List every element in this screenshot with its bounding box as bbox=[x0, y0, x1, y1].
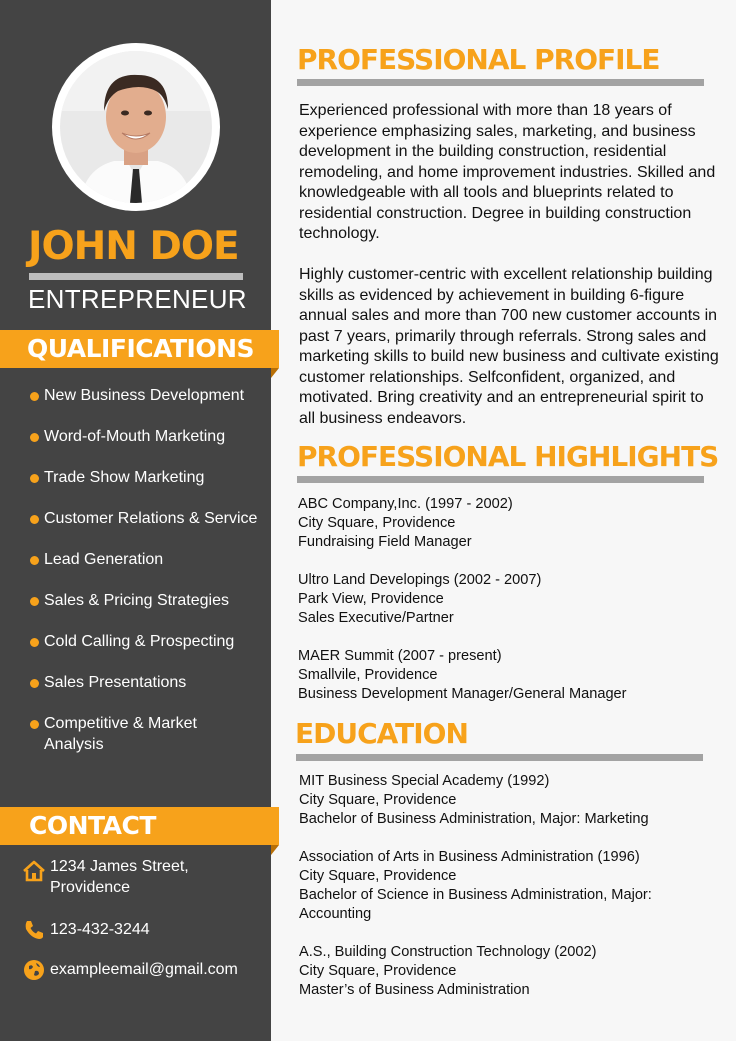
phone-text: 123-432-3244 bbox=[50, 921, 150, 938]
bullet-dot bbox=[30, 679, 39, 688]
highlight-entry bbox=[298, 571, 718, 628]
highlight-location: City Square, Providence bbox=[298, 515, 456, 531]
bullet-dot bbox=[30, 433, 39, 442]
education-degree: Bachelor of Science in Business Administration, Major: Accounting bbox=[299, 887, 652, 922]
sidebar bbox=[0, 0, 271, 1041]
education-school: Association of Arts in Business Administration (1996) bbox=[299, 849, 640, 865]
profile-paragraph: Experienced professional with more than 18 years of experience emphasizing sales, marketing, and business development in the building construction, residential remodeling, and home improvement industries. Skilled and knowledgeable with all tools and blueprints related to residential construction. Degree in building construction technology. bbox=[299, 102, 716, 242]
bullet-dot bbox=[30, 474, 39, 483]
contact-email bbox=[22, 958, 262, 982]
education-degree: Master’s of Business Administration bbox=[299, 982, 530, 998]
address-line-1: 1234 James Street, bbox=[50, 858, 189, 875]
qualification-text: Word-of-Mouth Marketing bbox=[44, 428, 226, 445]
qualification-text: Trade Show Marketing bbox=[44, 469, 205, 486]
address-text bbox=[50, 857, 189, 898]
qualification-item bbox=[30, 509, 260, 530]
qualification-item bbox=[30, 714, 260, 755]
bullet-dot bbox=[30, 392, 39, 401]
name-divider bbox=[29, 273, 243, 280]
qualification-item bbox=[30, 673, 260, 694]
profile-rule bbox=[297, 79, 704, 86]
qualification-text: Sales Presentations bbox=[44, 674, 187, 691]
highlights-heading: PROFESSIONAL HIGHLIGHTS bbox=[297, 440, 719, 473]
banner-fold bbox=[271, 845, 279, 855]
qualification-text: Lead Generation bbox=[44, 551, 164, 568]
education-school: MIT Business Special Academy (1992) bbox=[299, 773, 550, 789]
bullet-dot bbox=[30, 556, 39, 565]
qualification-item bbox=[30, 468, 260, 489]
qualification-item bbox=[30, 550, 260, 571]
bullet-dot bbox=[30, 638, 39, 647]
education-entry bbox=[299, 772, 719, 829]
highlights-rule bbox=[297, 476, 704, 483]
person-name: JOHN DOE bbox=[28, 224, 239, 269]
highlight-entry bbox=[298, 647, 718, 704]
highlight-company: ABC Company,Inc. (1997 - 2002) bbox=[298, 496, 513, 512]
qualification-text: Cold Calling & Prospecting bbox=[44, 633, 235, 650]
qualifications-list bbox=[30, 386, 260, 776]
qualifications-banner bbox=[0, 330, 279, 368]
avatar-photo bbox=[60, 51, 212, 203]
highlight-company: Ultro Land Developings (2002 - 2007) bbox=[298, 572, 542, 588]
banner-fold bbox=[271, 368, 279, 378]
address-line-2: Providence bbox=[50, 878, 131, 896]
education-location: City Square, Providence bbox=[299, 792, 457, 808]
contact-banner bbox=[0, 807, 279, 845]
profile-heading: PROFESSIONAL PROFILE bbox=[297, 43, 660, 76]
qualification-text: Customer Relations & Service bbox=[44, 510, 258, 527]
qualification-text: Competitive & Market Analysis bbox=[44, 715, 197, 753]
education-location: City Square, Providence bbox=[299, 868, 457, 884]
globe-icon bbox=[22, 958, 46, 982]
home-icon bbox=[22, 859, 46, 883]
email-text: exampleemail@gmail.com bbox=[50, 961, 238, 978]
qualifications-heading: QUALIFICATIONS bbox=[27, 334, 255, 363]
education-degree: Bachelor of Business Administration, Major: Marketing bbox=[299, 811, 649, 827]
contact-phone bbox=[22, 918, 262, 942]
qualification-item bbox=[30, 632, 260, 653]
highlight-role: Fundraising Field Manager bbox=[298, 534, 472, 550]
qualification-text: Sales & Pricing Strategies bbox=[44, 592, 229, 609]
contact-heading: CONTACT bbox=[29, 811, 156, 840]
highlight-role: Sales Executive/Partner bbox=[298, 610, 454, 626]
bullet-dot bbox=[30, 720, 39, 729]
highlight-location: Park View, Providence bbox=[298, 591, 444, 607]
person-title: ENTREPRENEUR bbox=[28, 284, 247, 314]
qualification-text: New Business Development bbox=[44, 387, 245, 404]
qualification-item bbox=[30, 591, 260, 612]
highlight-company: MAER Summit (2007 - present) bbox=[298, 648, 502, 664]
qualification-item bbox=[30, 386, 260, 407]
highlight-role: Business Development Manager/General Manager bbox=[298, 686, 627, 702]
profile-paragraph: Highly customer-centric with excellent relationship building skills as evidenced by achievement in building 6-figure annual sales and more than 700 new customer accounts in past 7 years, primarily through referrals. Strong sales and marketing skills to build new business and cultivate existing customer relationships. Selfconfident, organized, and motivated. Bring creativity and an entrepreneurial spirit to all business endeavors. bbox=[299, 266, 719, 427]
bullet-dot bbox=[30, 597, 39, 606]
bullet-dot bbox=[30, 515, 39, 524]
highlight-entry bbox=[298, 495, 718, 552]
education-heading: EDUCATION bbox=[295, 717, 468, 750]
education-location: City Square, Providence bbox=[299, 963, 457, 979]
phone-icon bbox=[22, 918, 46, 942]
education-entry bbox=[299, 943, 719, 1000]
highlight-location: Smallvile, Providence bbox=[298, 667, 438, 683]
contact-address bbox=[22, 857, 262, 901]
education-school: A.S., Building Construction Technology (2002) bbox=[299, 944, 597, 960]
avatar bbox=[52, 43, 220, 211]
qualification-item bbox=[30, 427, 260, 448]
education-entry bbox=[299, 848, 719, 924]
education-rule bbox=[296, 754, 703, 761]
